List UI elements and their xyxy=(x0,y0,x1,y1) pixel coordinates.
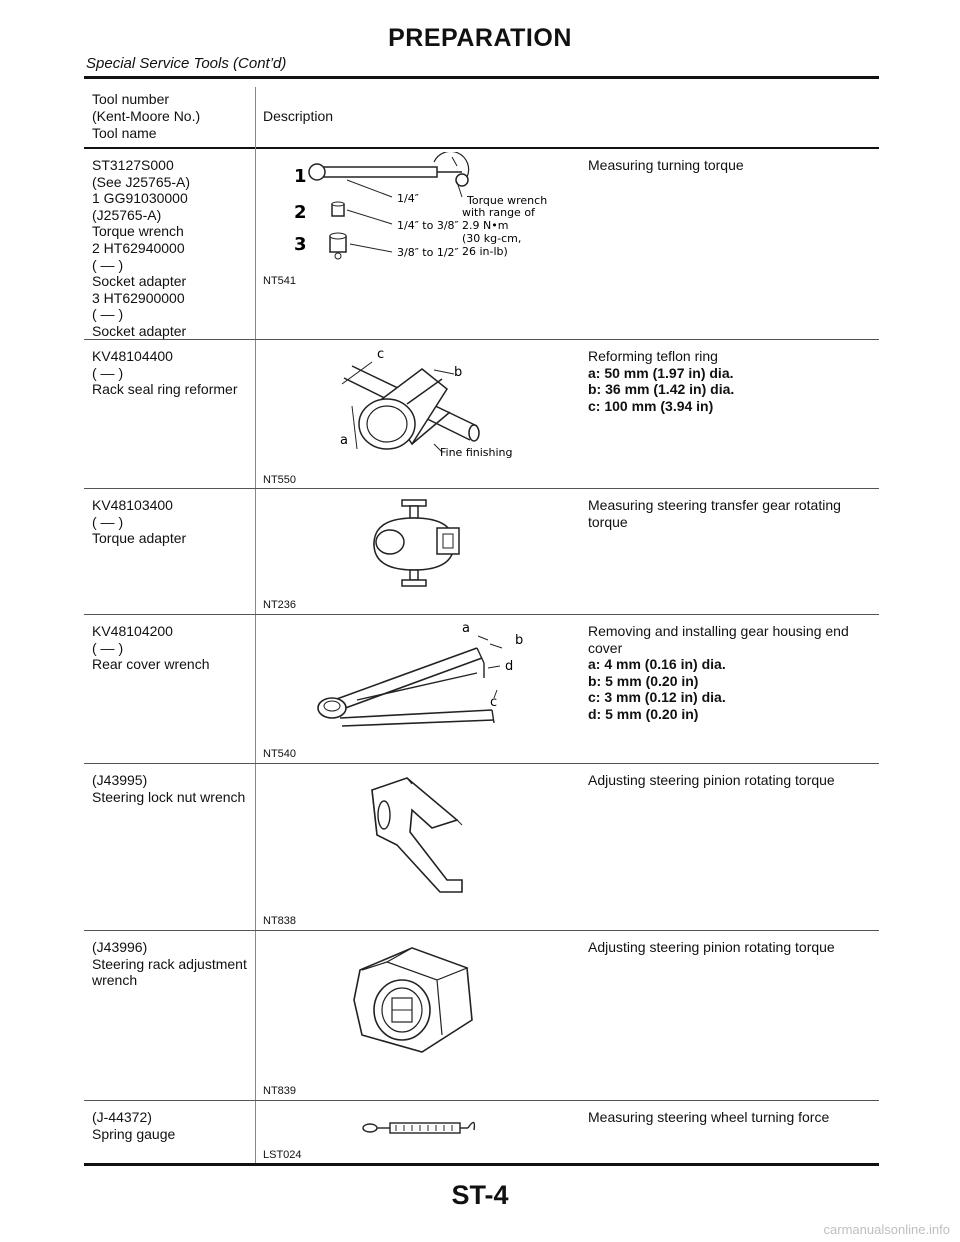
tool-line: Socket adapter xyxy=(92,273,187,290)
tool-line: ( — ) xyxy=(92,364,124,381)
tool-line: KV48103400 xyxy=(92,497,173,513)
row-separator xyxy=(84,614,879,615)
tool-line: Torque adapter xyxy=(92,530,187,547)
spec-line: a: 50 mm (1.97 in) dia. xyxy=(588,364,734,381)
spring-gauge-figure xyxy=(262,1112,582,1152)
figure-label: a xyxy=(340,433,348,448)
header-separator xyxy=(84,147,879,149)
description-text: Removing and installing gear housing end cover xyxy=(588,623,849,656)
row-separator xyxy=(84,488,879,489)
column-header-tool xyxy=(92,91,200,142)
figure-label: 2 xyxy=(294,202,307,223)
description-text: Adjusting steering pinion rotating torque xyxy=(588,939,835,955)
tool-line: ( — ) xyxy=(92,639,124,656)
tool-line: ( — ) xyxy=(92,256,124,273)
tool-line: ST3127S000 xyxy=(92,157,174,173)
row-separator xyxy=(84,763,879,764)
figure-label: 26 in-lb) xyxy=(462,245,508,258)
spec-line: d: 5 mm (0.20 in) xyxy=(588,705,699,722)
tool-line: 3 HT62900000 xyxy=(92,289,185,306)
figure-label: b xyxy=(515,633,524,648)
tool-name-cell xyxy=(92,939,247,989)
figure-label: a xyxy=(462,621,470,636)
spec-line: b: 5 mm (0.20 in) xyxy=(588,672,699,689)
column-header-description: Description xyxy=(263,108,334,124)
description-cell xyxy=(588,497,878,530)
column-header-line: Tool name xyxy=(92,125,157,141)
figure-id: NT838 xyxy=(263,915,297,927)
bottom-rule xyxy=(84,1163,879,1166)
figure-label: 1/4″ to 3/8″ xyxy=(397,219,459,232)
description-text: Reforming teflon ring xyxy=(588,348,718,364)
figure-label: c xyxy=(490,695,498,710)
tool-name-cell xyxy=(92,772,245,805)
spec-line: a: 4 mm (0.16 in) dia. xyxy=(588,656,726,673)
figure-id: NT540 xyxy=(263,748,297,760)
figure-label: 1/4″ xyxy=(397,192,419,205)
figure-label: Torque wrench xyxy=(467,194,548,207)
description-text: Adjusting steering pinion rotating torque xyxy=(588,772,835,788)
figure-id: NT236 xyxy=(263,599,297,611)
description-text: Measuring turning torque xyxy=(588,157,744,173)
spec-line: c: 100 mm (3.94 in) xyxy=(588,397,714,414)
tool-line: wrench xyxy=(92,972,138,989)
description-text: Measuring steering wheel turning force xyxy=(588,1109,830,1125)
tool-line: Rear cover wrench xyxy=(92,656,210,673)
figure-id: NT550 xyxy=(263,474,297,486)
tool-line: (J-44372) xyxy=(92,1109,152,1125)
torque-wrench-figure xyxy=(262,152,582,272)
tool-line: 1 GG91030000 xyxy=(92,190,188,207)
tool-line: (J43995) xyxy=(92,772,148,788)
tool-line: Steering lock nut wrench xyxy=(92,788,246,805)
description-cell xyxy=(588,772,878,789)
figure-label: c xyxy=(377,347,385,362)
section-subtitle: Special Service Tools (Cont’d) xyxy=(86,55,287,72)
tool-name-cell xyxy=(92,497,186,547)
figure-label: 1 xyxy=(294,166,307,187)
tool-line: Rack seal ring reformer xyxy=(92,381,238,398)
tool-line: (J43996) xyxy=(92,939,148,955)
tool-line: (J25765-A) xyxy=(92,206,162,223)
tool-line: KV48104200 xyxy=(92,623,173,639)
figure-label: 2.9 N•m xyxy=(462,219,509,232)
figure-label: Fine finishing xyxy=(440,446,513,459)
tool-line: ( — ) xyxy=(92,513,124,530)
tool-line: Steering rack adjustment xyxy=(92,955,247,972)
page-number: ST-4 xyxy=(451,1180,509,1210)
description-cell xyxy=(588,939,878,956)
description-cell xyxy=(588,623,878,723)
column-divider xyxy=(255,87,256,1163)
row-separator xyxy=(84,930,879,931)
tool-name-cell xyxy=(92,1109,175,1142)
figure-label: 3/8″ to 1/2″ xyxy=(397,246,459,259)
steering-rack-adjustment-wrench-figure xyxy=(262,940,582,1070)
tool-line: Spring gauge xyxy=(92,1125,176,1142)
tool-name-cell xyxy=(92,623,210,673)
spec-line: c: 3 mm (0.12 in) dia. xyxy=(588,689,726,706)
figure-label: b xyxy=(454,365,463,380)
tool-line: 2 HT62940000 xyxy=(92,239,185,256)
figure-id: NT541 xyxy=(263,275,297,287)
page-title: PREPARATION xyxy=(388,24,572,52)
tool-line: Torque wrench xyxy=(92,223,184,240)
description-cell xyxy=(588,157,878,174)
figure-label: 3 xyxy=(294,234,307,255)
tool-line: ( — ) xyxy=(92,306,124,323)
figure-label: with range of xyxy=(462,206,535,219)
figure-id: LST024 xyxy=(263,1149,302,1161)
column-header-line: Tool number xyxy=(92,91,170,107)
rear-cover-wrench-figure xyxy=(262,618,582,738)
steering-lock-nut-wrench-figure xyxy=(262,770,582,900)
row-separator xyxy=(84,339,879,340)
spec-line: b: 36 mm (1.42 in) dia. xyxy=(588,381,735,398)
figure-id: NT839 xyxy=(263,1085,297,1097)
tool-name-cell xyxy=(92,348,238,398)
figure-label: d xyxy=(505,659,514,674)
tool-line: Socket adapter xyxy=(92,322,187,339)
top-rule xyxy=(84,76,879,79)
description-cell xyxy=(588,1109,878,1126)
torque-adapter-figure xyxy=(262,494,582,594)
row-separator xyxy=(84,1100,879,1101)
tool-line: KV48104400 xyxy=(92,348,173,364)
rack-seal-ring-reformer-figure xyxy=(262,344,582,464)
tool-line: (See J25765-A) xyxy=(92,173,191,190)
tool-name-cell xyxy=(92,157,190,340)
watermark: carmanualsonline.info xyxy=(823,1222,950,1237)
figure-label: (30 kg-cm, xyxy=(462,232,522,245)
column-header-line: (Kent-Moore No.) xyxy=(92,108,201,124)
description-cell xyxy=(588,348,878,414)
description-text: Measuring steering transfer gear rotating torque xyxy=(588,497,841,530)
